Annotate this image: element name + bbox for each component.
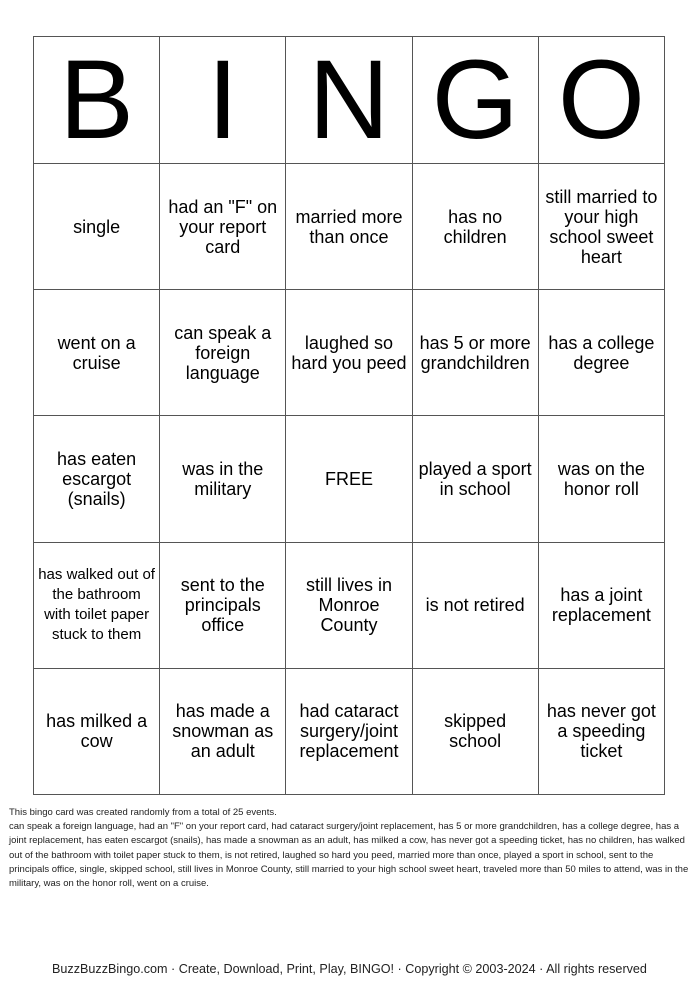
bingo-cell: has walked out of the bathroom with toilet paper stuck to them (34, 542, 160, 668)
bingo-cell: has milked a cow (34, 668, 160, 794)
bingo-row (34, 290, 665, 416)
bingo-cell: has a joint replacement (538, 542, 664, 668)
bingo-cell: still married to your high school sweet heart (538, 164, 664, 290)
bingo-cell: has made a snowman as an adult (160, 668, 286, 794)
header-letter-n: N (286, 37, 412, 164)
header-letter-o: O (538, 37, 664, 164)
header-letter-b: B (34, 37, 160, 164)
bingo-cell: has eaten escargot (snails) (34, 416, 160, 542)
bingo-cell: was in the military (160, 416, 286, 542)
bingo-cell: skipped school (412, 668, 538, 794)
bingo-cell: has never got a speeding ticket (538, 668, 664, 794)
bingo-row (34, 542, 665, 668)
bingo-cell: sent to the principals office (160, 542, 286, 668)
bingo-header-row (34, 37, 665, 164)
bingo-cell: has 5 or more grandchildren (412, 290, 538, 416)
bingo-row (34, 668, 665, 794)
bingo-cell: married more than once (286, 164, 412, 290)
bingo-row (34, 164, 665, 290)
header-letter-i: I (160, 37, 286, 164)
header-letter-g: G (412, 37, 538, 164)
bingo-cell: played a sport in school (412, 416, 538, 542)
bingo-cell: laughed so hard you peed (286, 290, 412, 416)
card-summary: This bingo card was created randomly from a total of 25 events. (9, 807, 277, 818)
bingo-row (34, 416, 665, 542)
bingo-cell: had cataract surgery/joint replacement (286, 668, 412, 794)
bingo-cell: had an "F" on your report card (160, 164, 286, 290)
bingo-cell: went on a cruise (34, 290, 160, 416)
free-space-cell: FREE (286, 416, 412, 542)
bingo-cell: single (34, 164, 160, 290)
footer-copyright: BuzzBuzzBingo.com · Create, Download, Print, Play, BINGO! · Copyright © 2003-2024 · All rights reserved (52, 962, 647, 976)
bingo-cell: is not retired (412, 542, 538, 668)
event-list: can speak a foreign language, had an "F" on your report card, had cataract surgery/joint replacement, has 5 or more grandchildren, has a college degree, has a joint replacement, has eaten escargot (snails), has made a snowman as an adult, has milked a cow, has never got a speeding ticket, has no children, has walked out of the bathroom with toilet paper stuck to them, is not retired, laughed so hard you peed, married more than once, played a sport in school, sent to the principals office, single, skipped school, still lives in Monroe County, still married to your high school sweet heart, traveled more than 50 miles to attend, was in the military, was on the honor roll, went on a cruise. (9, 821, 689, 890)
bingo-cell: has no children (412, 164, 538, 290)
bingo-cell: still lives in Monroe County (286, 542, 412, 668)
bingo-cell: can speak a foreign language (160, 290, 286, 416)
bingo-cell: has a college degree (538, 290, 664, 416)
bingo-cell: was on the honor roll (538, 416, 664, 542)
card-info (9, 806, 689, 891)
bingo-card (33, 36, 665, 795)
